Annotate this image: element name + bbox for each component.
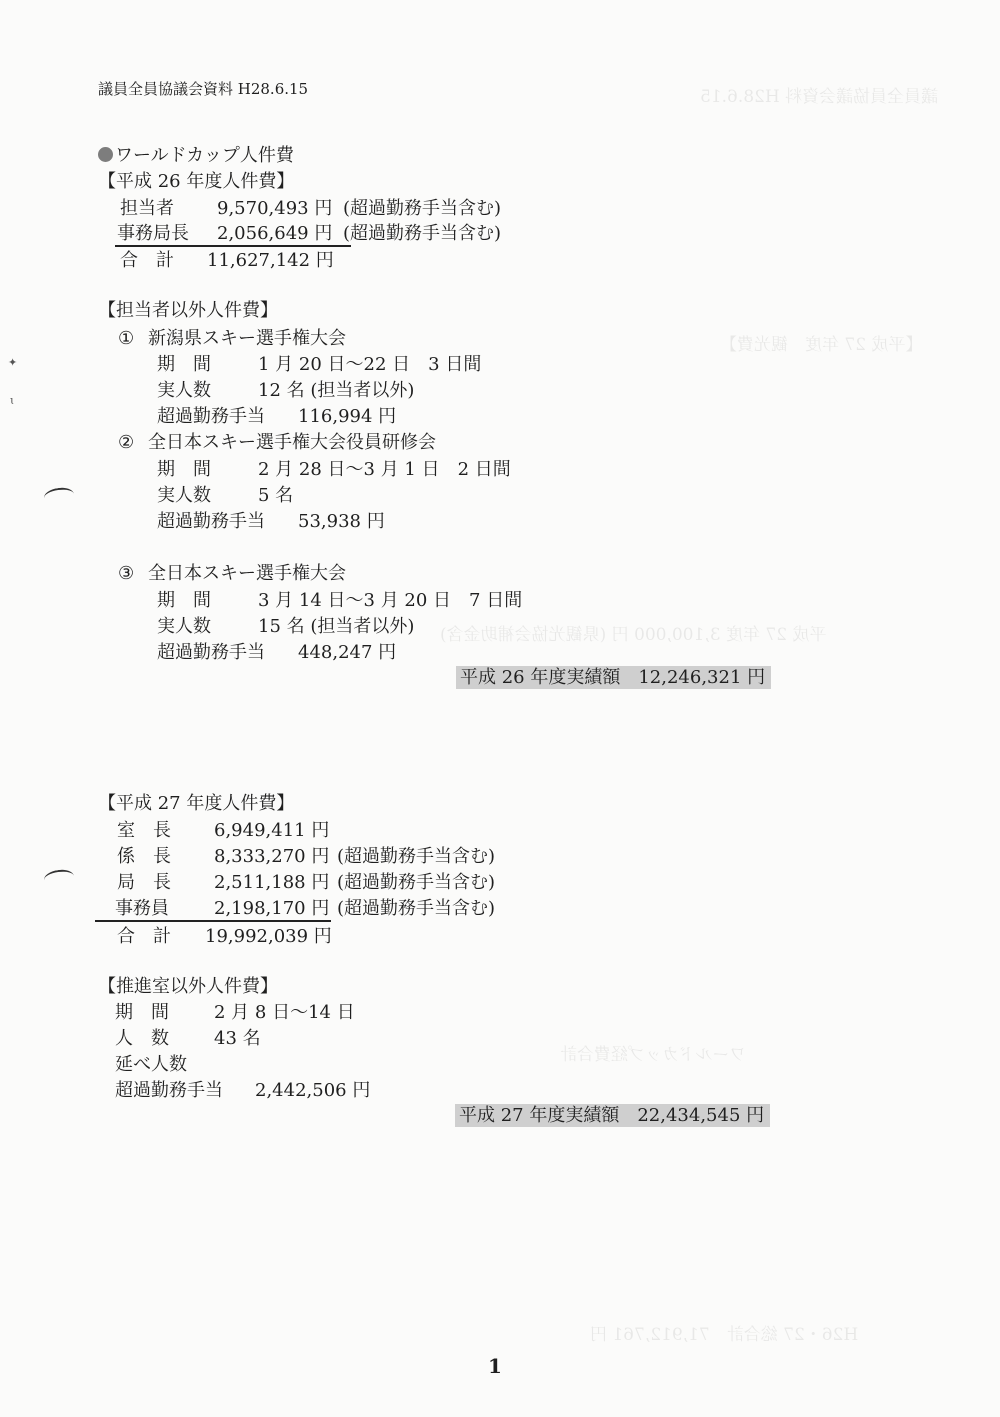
event-people: 5 名 [258,485,294,506]
fy27-heading: 【平成 27 年度人件費】 [98,793,295,814]
fy27-row-label: 係 長 [117,846,171,867]
event-number: ① [118,328,135,349]
event-period-label: 期 間 [157,459,211,480]
fy27-row-amount: 2,511,188 円 [214,872,330,893]
event-period: 1 月 20 日～22 日 3 日間 [258,354,482,375]
fy26-row-note: (超過勤務手当含む) [343,223,502,244]
event-people: 12 名 (担当者以外) [258,380,415,401]
event-ot-label: 超過勤務手当 [157,642,265,663]
fy26-row-label: 合 計 [120,250,174,271]
fy27-row-note: (超過勤務手当含む) [337,846,496,867]
sum-underline [115,245,351,247]
scan-mark: ✦ [8,356,18,369]
others27-period: 2 月 8 日～14 日 [214,1002,355,1023]
others27-heading: 【推進室以外人件費】 [98,976,278,997]
event-period: 3 月 14 日～3 月 20 日 7 日間 [258,590,523,611]
fy27-row-label: 局 長 [117,872,171,893]
event-people-label: 実人数 [157,485,211,506]
fy27-row-note: (超過勤務手当含む) [337,898,496,919]
bleed-through-text: 平成 27 年度 3,100,000 円 (県観光協会補助金含) [440,625,827,645]
bleed-through-text: 議員全員協議会資料 H28.6.15 [700,87,939,107]
fy26-heading: 【平成 26 年度人件費】 [98,171,295,192]
event-period-label: 期 間 [157,354,211,375]
fy26-row-label: 事務局長 [117,223,189,244]
others27-total-people-label: 延べ人数 [115,1054,187,1075]
punch-hole-mark [43,868,75,888]
page-number: 1 [488,1354,502,1378]
fy27-row-amount: 8,333,270 円 [214,846,330,867]
fy26-row-note: (超過勤務手当含む) [343,198,502,219]
fy27-row-label: 事務員 [115,898,169,919]
fy27-row-label: 合 計 [117,926,171,947]
fy27-row-note: (超過勤務手当含む) [337,872,496,893]
event-name: 全日本スキー選手権大会役員研修会 [148,432,436,453]
others27-people-label: 人 数 [115,1028,169,1049]
others27-people: 43 名 [214,1028,261,1049]
document-header: 議員全員協議会資料 H28.6.15 [98,80,309,98]
fy27-total-highlight: 平成 27 年度実績額 22,434,545 円 [455,1104,770,1127]
fy27-row-amount: 19,992,039 円 [205,926,332,947]
event-name: 全日本スキー選手権大会 [148,563,346,584]
event-number: ② [118,432,135,453]
fy26-row-amount: 2,056,649 円 [217,223,333,244]
event-name: 新潟県スキー選手権大会 [148,328,346,349]
fy26-row-amount: 9,570,493 円 [217,198,333,219]
others26-heading: 【担当者以外人件費】 [98,300,278,321]
event-period: 2 月 28 日～3 月 1 日 2 日間 [258,459,511,480]
event-number: ③ [118,563,135,584]
bleed-through-text: H26・27 総合計 71,912,761 円 [590,1325,859,1345]
fy27-row-label: 室 長 [117,820,171,841]
bleed-through-text: ワールドカップ経費合計 [560,1045,746,1065]
scan-mark: ɩ [10,394,15,407]
section-title [98,147,294,165]
event-ot: 116,994 円 [298,406,397,427]
event-people: 15 名 (担当者以外) [258,616,415,637]
others27-ot: 2,442,506 円 [255,1080,371,1101]
event-people-label: 実人数 [157,616,211,637]
event-ot-label: 超過勤務手当 [157,511,265,532]
others27-ot-label: 超過勤務手当 [115,1080,223,1101]
fy26-row-amount: 11,627,142 円 [207,250,334,271]
event-ot: 448,247 円 [298,642,397,663]
fy26-total-highlight: 平成 26 年度実績額 12,246,321 円 [456,666,771,689]
punch-hole-mark [43,486,75,506]
bleed-through-text: 【平成 27 年度 観光費】 [720,335,923,355]
event-period-label: 期 間 [157,590,211,611]
sum-underline [95,920,331,922]
fy27-row-amount: 6,949,411 円 [214,820,330,841]
fy27-row-amount: 2,198,170 円 [214,898,330,919]
bullet-icon [98,147,113,162]
event-ot: 53,938 円 [298,511,385,532]
others27-period-label: 期 間 [115,1002,169,1023]
fy26-row-label: 担当者 [120,198,174,219]
event-ot-label: 超過勤務手当 [157,406,265,427]
event-people-label: 実人数 [157,380,211,401]
section-title-text: ワールドカップ人件費 [115,145,294,166]
